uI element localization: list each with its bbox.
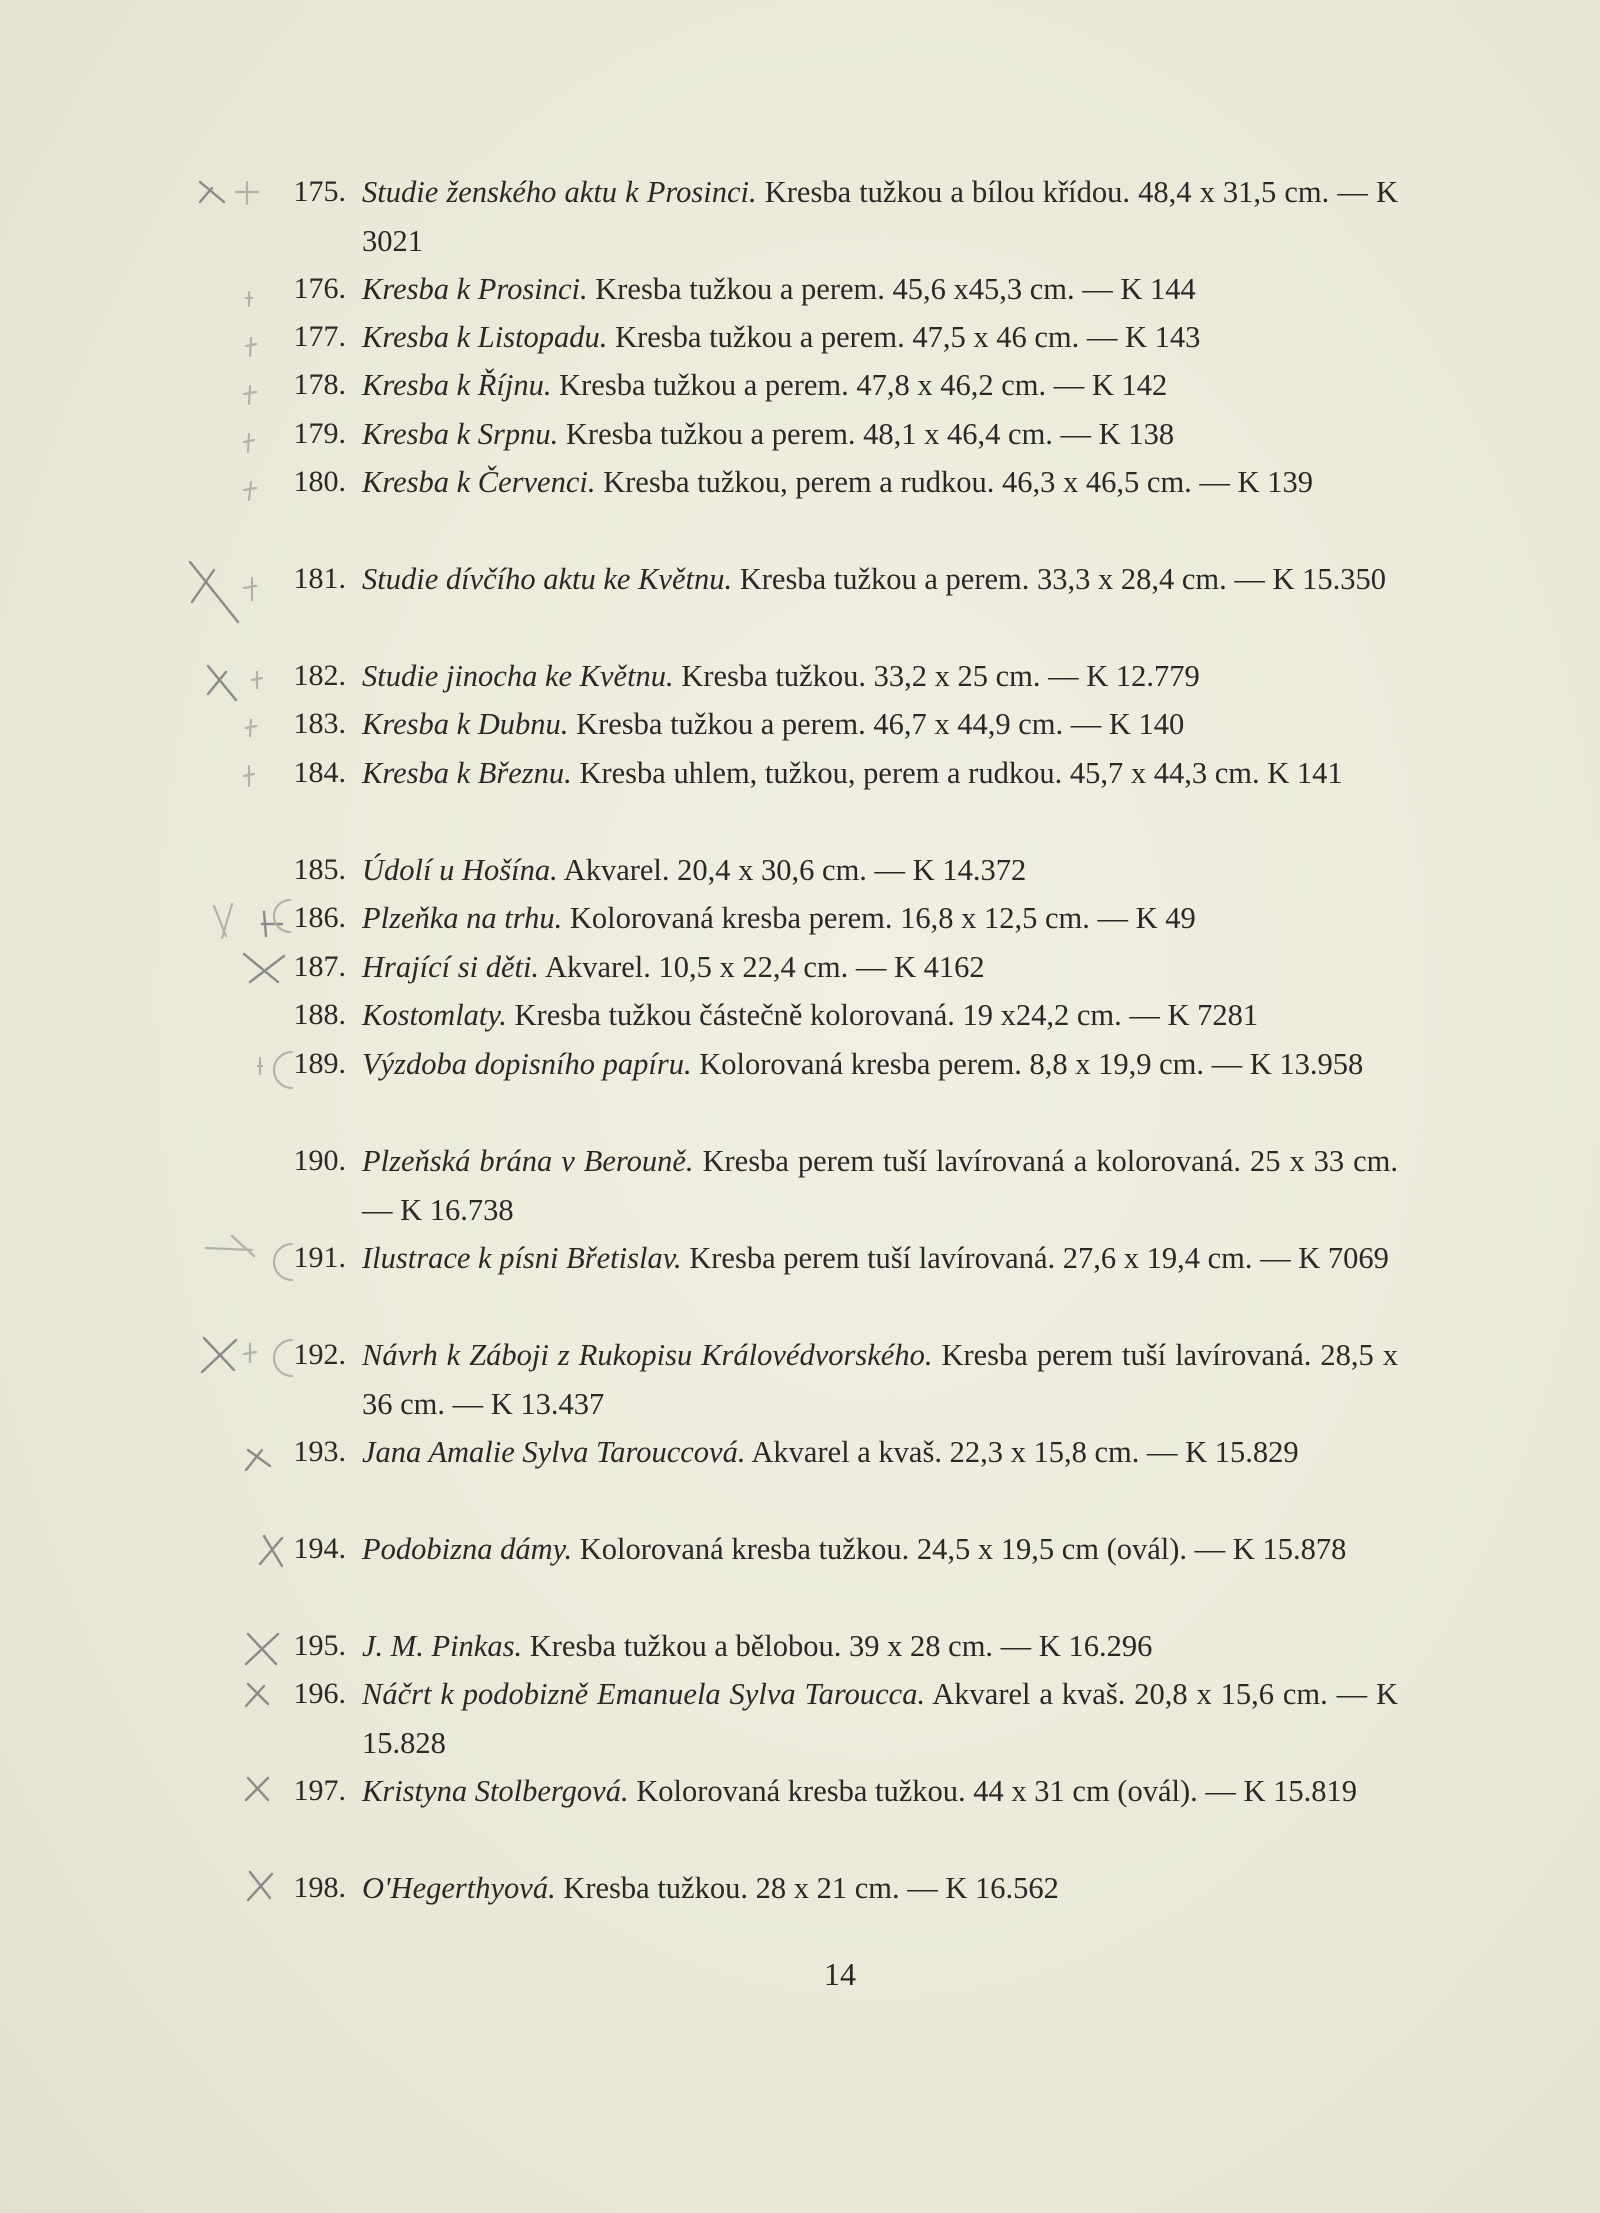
entry-text [362, 749, 1398, 798]
entry-text [362, 1670, 1398, 1767]
entry-title: Údolí u Hošína. [362, 853, 558, 887]
entry-number: 185. [293, 853, 346, 886]
entry-text [362, 991, 1398, 1040]
entry-number: 190. [293, 1144, 346, 1177]
entry-description: Kolorovaná kresba perem. 8,8 x 19,9 cm. — K 13.958 [699, 1047, 1364, 1081]
entry-title: Kristyna Stolbergová. [362, 1774, 629, 1808]
entry-number: 198. [293, 1871, 346, 1904]
entry-number: 187. [293, 950, 346, 983]
entry-title: Kresba k Říjnu. [362, 368, 552, 402]
entry-title: Hrající si děti. [362, 950, 540, 984]
entry-description: Kresba tužkou a perem. 46,7 x 44,9 cm. — K 140 [576, 707, 1185, 741]
entry-title: Jana Amalie Sylva Tarouccová. [362, 1435, 746, 1469]
entry-title: Plzeňka na trhu. [362, 901, 563, 935]
entry-description: Akvarel a kvaš. 22,3 x 15,8 cm. — K 15.829 [751, 1435, 1299, 1469]
entry-title: Výzdoba dopisního papíru. [362, 1047, 692, 1081]
entry-text [362, 846, 1398, 895]
entry-description: Kresba perem tuší lavírovaná a kolorovaná. 25 x 33 cm. — K 16.738 [362, 1144, 1399, 1227]
entry-description: Kresba tužkou a perem. 47,8 x 46,2 cm. — K 142 [559, 368, 1168, 402]
entry-text [362, 1137, 1398, 1234]
entry-title: Ilustrace k písni Břetislav. [362, 1241, 682, 1275]
entry-title: Studie dívčího aktu ke Květnu. [362, 562, 733, 596]
entry-description: Kresba perem tuší lavírovaná. 27,6 x 19,4 cm. — K 7069 [689, 1241, 1389, 1275]
entry-text [362, 313, 1398, 362]
entry-title: Kresba k Prosinci. [362, 272, 588, 306]
entry-title: Kresba k Červenci. [362, 465, 596, 499]
entry-description: Kresba tužkou. 33,2 x 25 cm. — K 12.779 [681, 659, 1200, 693]
entry-description: Kresba tužkou a perem. 48,1 x 46,4 cm. — K 138 [565, 417, 1175, 451]
entry-title: Návrh k Záboji z Rukopisu Královédvorského. [362, 1338, 933, 1372]
entry-text [362, 700, 1398, 749]
entry-description: Akvarel. 10,5 x 22,4 cm. — K 4162 [545, 950, 985, 984]
entry-description: Akvarel. 20,4 x 30,6 cm. — K 14.372 [563, 853, 1027, 887]
entry-number: 189. [293, 1047, 346, 1080]
entry-title: O'Hegerthyová. [362, 1871, 556, 1905]
entry-text [362, 168, 1398, 265]
entry-description: Kresba uhlem, tužkou, perem a rudkou. 45,7 x 44,3 cm. K 141 [579, 756, 1343, 790]
entry-number: 191. [293, 1241, 346, 1274]
entry-title: Studie jinocha ke Květnu. [362, 659, 674, 693]
entry-text [362, 361, 1398, 410]
entry-description: Kresba tužkou a perem. 47,5 x 46 cm. — K 143 [615, 320, 1201, 354]
entry-description: Kresba tužkou a perem. 33,3 x 28,4 cm. — K 15.350 [739, 562, 1387, 596]
entry-text [362, 458, 1398, 507]
entry-description: Kolorovaná kresba tužkou. 24,5 x 19,5 cm (ovál). — K 15.878 [579, 1532, 1347, 1566]
entry-text [362, 943, 1398, 992]
entry-text [362, 1622, 1398, 1671]
entry-title: Náčrt k podobizně Emanuela Sylva Taroucca. [362, 1677, 926, 1711]
entry-title: Kresba k Dubnu. [362, 707, 569, 741]
entry-text [362, 265, 1398, 314]
entry-text [362, 1864, 1398, 1913]
entry-number: 186. [293, 901, 346, 934]
entry-description: Kresba perem tuší lavírovaná. 28,5 x 36 cm. — K 13.437 [362, 1338, 1399, 1421]
entry-number: 177. [293, 320, 346, 353]
entry-description: Kresba tužkou a perem. 45,6 x45,3 cm. — K 144 [595, 272, 1196, 306]
entry-description: Kresba tužkou. 28 x 21 cm. — K 16.562 [563, 1871, 1059, 1905]
entry-title: J. M. Pinkas. [362, 1629, 523, 1663]
entry-number: 182. [293, 659, 346, 692]
entry-text [362, 1040, 1398, 1089]
entry-text [362, 1331, 1398, 1428]
entry-text [362, 1234, 1398, 1283]
entry-number: 195. [293, 1629, 346, 1662]
entry-number: 175. [293, 175, 346, 208]
entry-title: Kresba k Listopadu. [362, 320, 608, 354]
entry-description: Akvarel a kvaš. 20,8 x 15,6 cm. — K 15.828 [362, 1677, 1398, 1760]
entry-text [362, 410, 1398, 459]
entry-number: 184. [293, 756, 346, 789]
entry-number: 181. [293, 562, 346, 595]
entry-title: Podobizna dámy. [362, 1532, 573, 1566]
entry-number: 193. [293, 1435, 346, 1468]
entry-title: Kresba k Srpnu. [362, 417, 559, 451]
page-number: 14 [824, 1956, 856, 1992]
entry-title: Studie ženského aktu k Prosinci. [362, 175, 757, 209]
entry-description: Kresba tužkou a bělobou. 39 x 28 cm. — K 16.296 [529, 1629, 1153, 1663]
entry-number: 180. [293, 465, 346, 498]
entry-number: 178. [293, 368, 346, 401]
entry-text [362, 652, 1398, 701]
entry-number: 179. [293, 417, 346, 450]
entry-description: Kolorovaná kresba perem. 16,8 x 12,5 cm. — K 49 [569, 901, 1196, 935]
entry-description: Kresba tužkou, perem a rudkou. 46,3 x 46,5 cm. — K 139 [603, 465, 1313, 499]
entry-text [362, 1767, 1398, 1816]
entry-text [362, 555, 1398, 604]
entry-number: 183. [293, 707, 346, 740]
entry-title: Kostomlaty. [362, 998, 507, 1032]
entry-number: 196. [293, 1677, 346, 1710]
entry-text [362, 894, 1398, 943]
entry-description: Kresba tužkou částečně kolorovaná. 19 x24,2 cm. — K 7281 [514, 998, 1259, 1032]
entry-description: Kolorovaná kresba tužkou. 44 x 31 cm (ovál). — K 15.819 [636, 1774, 1358, 1808]
entry-number: 176. [293, 272, 346, 305]
entry-number: 194. [293, 1532, 346, 1565]
entry-number: 197. [293, 1774, 346, 1807]
entry-title: Kresba k Březnu. [362, 756, 572, 790]
entry-text [362, 1428, 1398, 1477]
entry-title: Plzeňská brána v Berouně. [362, 1144, 694, 1178]
entry-number: 192. [293, 1338, 346, 1371]
entry-number: 188. [293, 998, 346, 1031]
entry-text [362, 1525, 1398, 1574]
entry-description: Kresba tužkou a bílou křídou. 48,4 x 31,5 cm. — K 3021 [362, 175, 1399, 258]
